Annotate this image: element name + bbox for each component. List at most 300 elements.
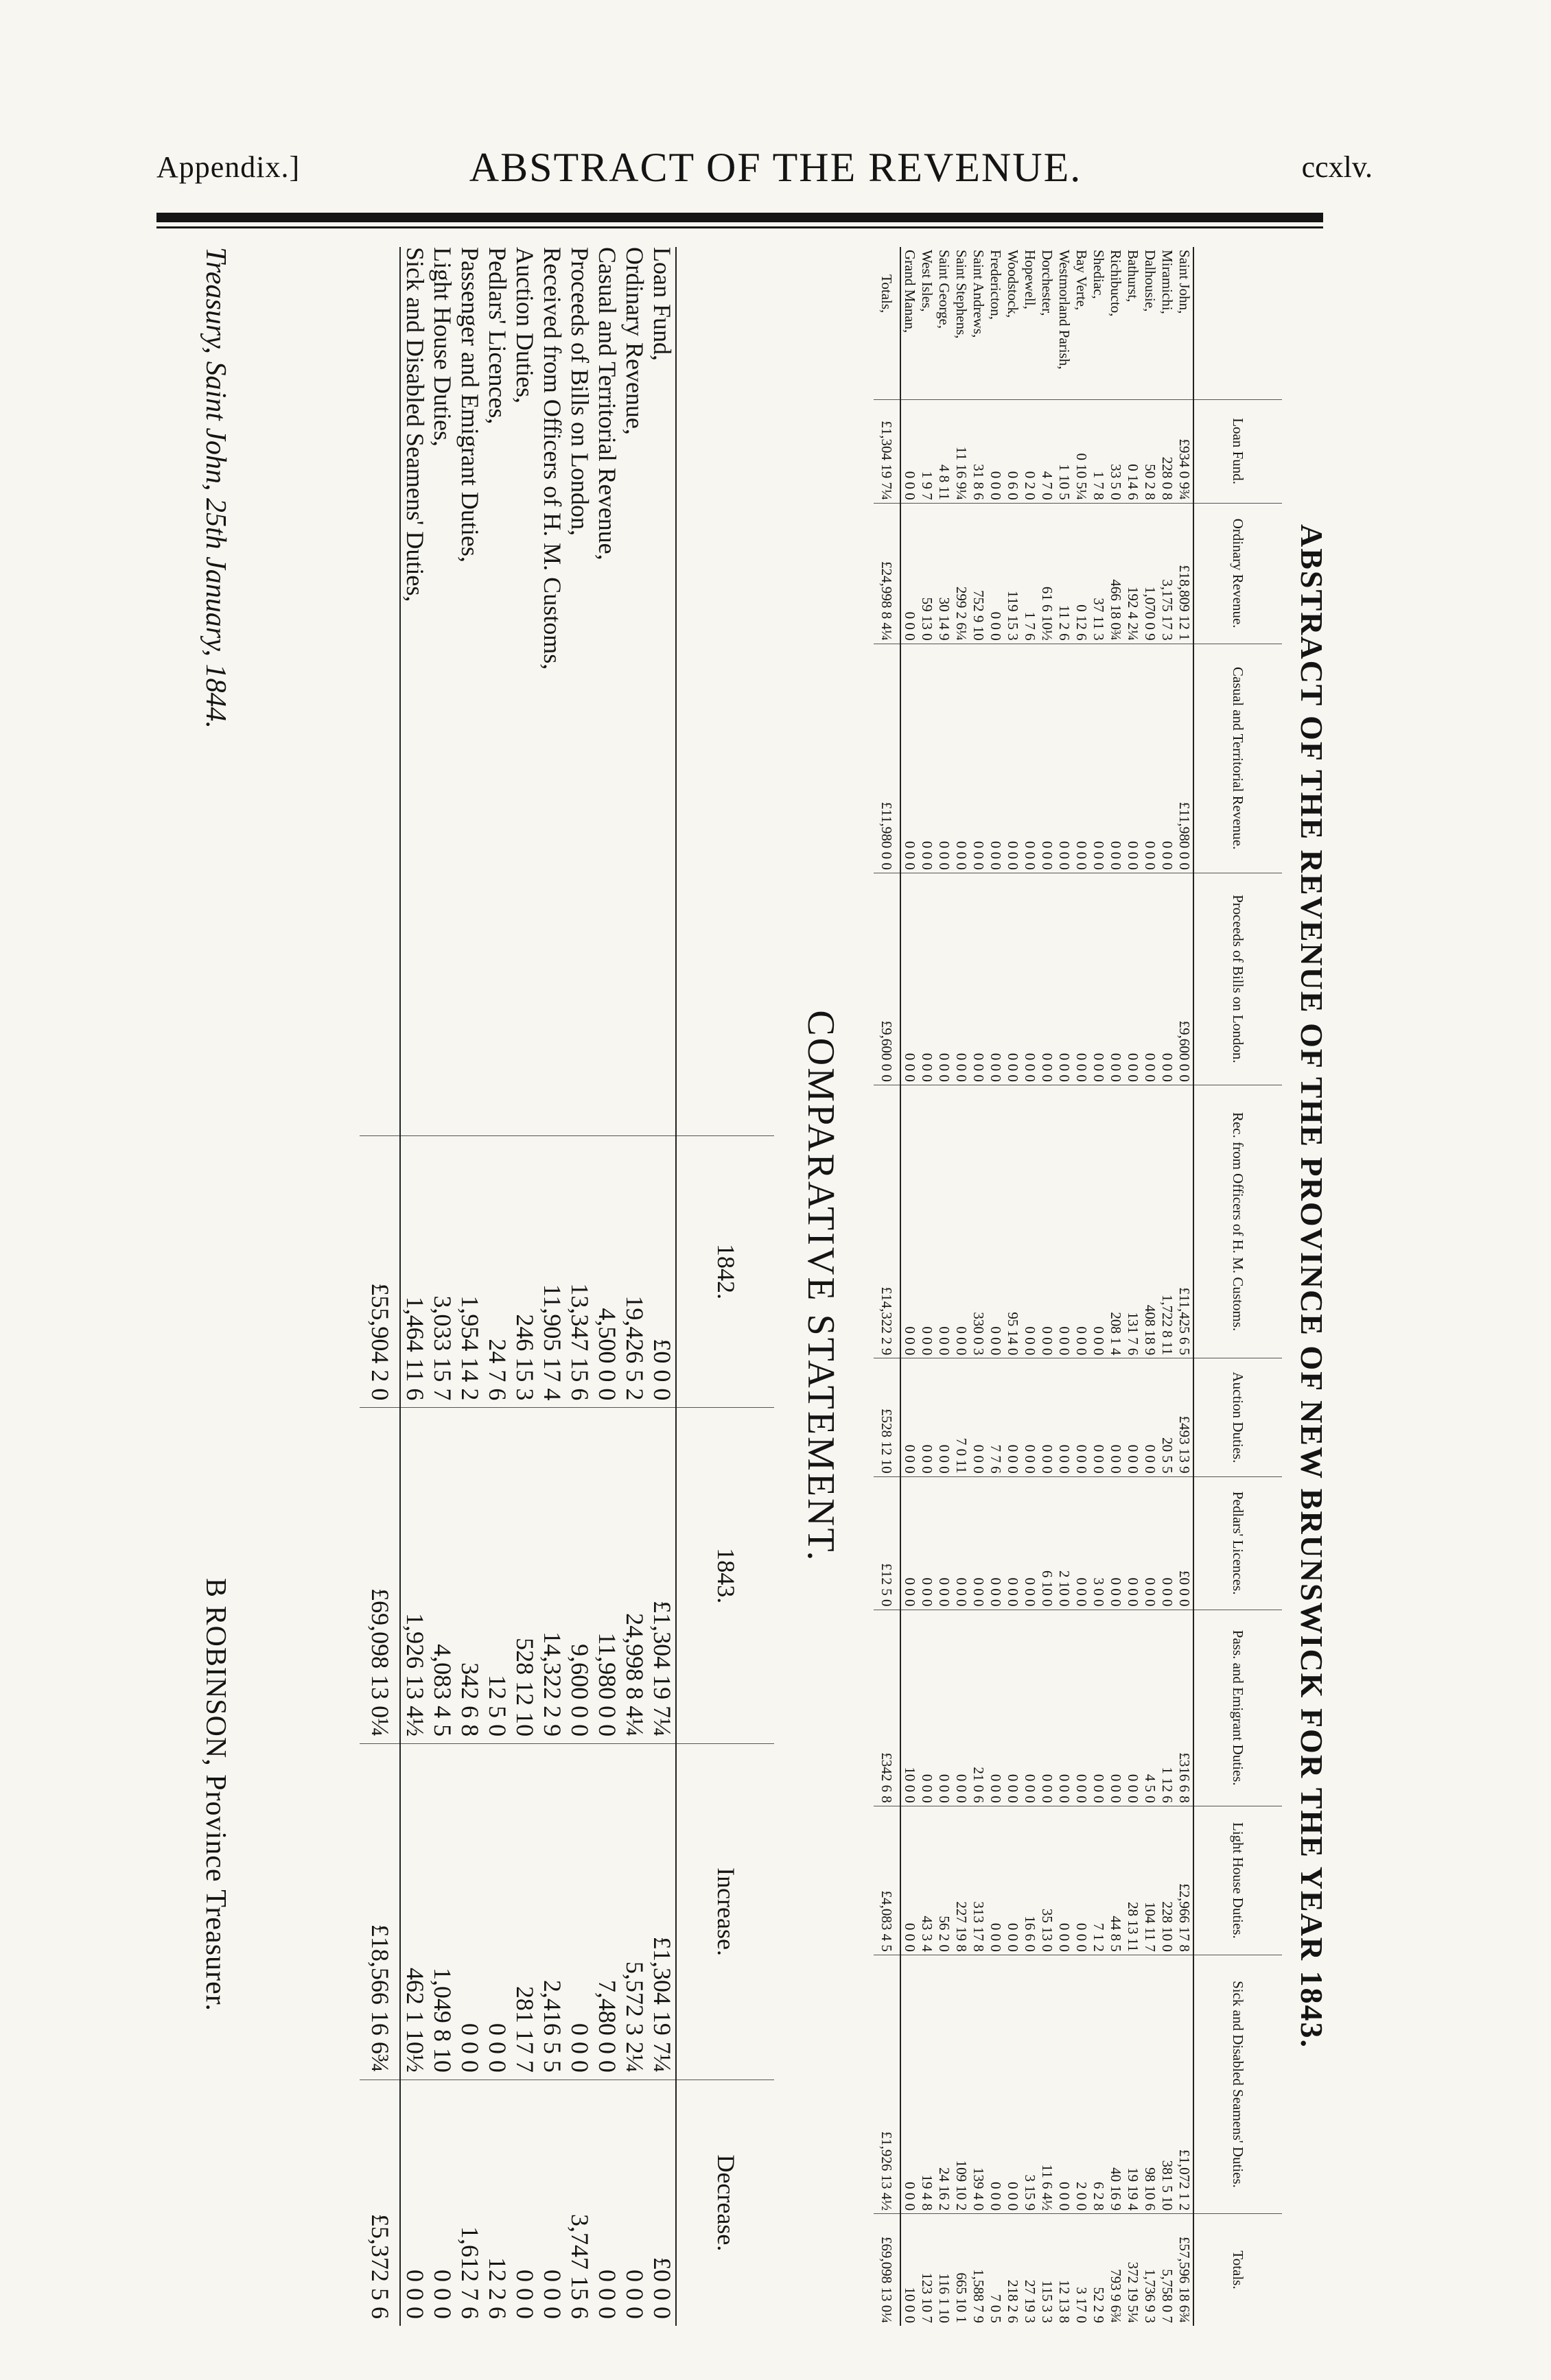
total-cell: £4,083 4 5 [874,1806,900,1955]
revenue-item: Proceeds of Bills on London, [565,247,594,536]
amount-cell: 0 0 0 [900,644,918,873]
table-row [1107,247,1124,2326]
amount-cell: 0 0 0 [400,2079,428,2326]
total-cell: £18,566 16 6¾ [360,1744,400,2080]
table-row [918,247,935,2326]
amount-cell: 0 0 0 [935,1610,953,1806]
amount-cell: £0 0 0 [648,2079,676,2326]
amount-cell: 0 0 0 [953,644,970,873]
amount-cell: 0 0 0 [428,2079,456,2326]
table-row [1158,247,1176,2326]
total-cell: £24,998 8 4¼ [874,503,900,644]
amount-cell: 7 0 5 [987,2214,1004,2326]
amount-cell: 381 5 10 [1158,1955,1176,2213]
total-cell: £12 5 0 [874,1476,900,1610]
amount-cell: 3,033 15 7 [428,1135,456,1408]
page-title: ABSTRACT OF THE REVENUE. [469,145,1082,190]
amount-cell: 35 13 0 [1038,1806,1056,1955]
amount-cell: 0 0 0 [1107,873,1124,1085]
amount-cell: 0 0 0 [1090,1085,1107,1358]
amount-cell: 0 12 6 [1073,503,1090,644]
amount-cell: 0 0 0 [1090,873,1107,1085]
amount-cell: 12 13 8 [1056,2214,1073,2326]
amount-cell: 11,905 17 4 [538,1135,565,1408]
amount-cell: 0 0 0 [1158,1476,1176,1610]
amount-cell: 0 0 0 [1004,644,1021,873]
total-cell: £342 6 8 [874,1610,900,1806]
amount-cell: 0 0 0 [1056,644,1073,873]
amount-cell: 0 0 0 [1090,1358,1107,1476]
amount-cell: 0 0 0 [935,644,953,873]
amount-cell: 0 0 0 [1124,1476,1141,1610]
amount-cell: 3,747 15 6 [565,2079,593,2326]
amount-cell: 0 0 0 [987,399,1004,503]
amount-cell: 0 0 0 [1090,1610,1107,1806]
table-row [1021,247,1038,2326]
amount-cell: 1,588 7 9 [970,2214,987,2326]
total-cell: £1,926 13 4½ [874,1955,900,2213]
amount-cell: 0 0 0 [987,503,1004,644]
amount-cell: 19 4 8 [918,1955,935,2213]
amount-cell: 793 9 6¾ [1107,2214,1124,2326]
amount-cell: £57,596 18 6¾ [1176,2214,1193,2326]
amount-cell: 1 9 7 [918,399,935,503]
total-cell: £528 12 10 [874,1358,900,1476]
amount-cell: 372 19 5¼ [1124,2214,1141,2326]
amount-cell: £11,425 6 5 [1176,1085,1193,1358]
comparative-column-header: 1843. [676,1408,774,1744]
amount-cell: £0 0 0 [1176,1476,1193,1610]
amount-cell: 0 0 0 [1004,1955,1021,2213]
amount-cell: 246 15 3 [511,1135,538,1408]
revenue-item: Received from Officers of H. M. Customs, [538,247,566,670]
revenue-item: Pedlars' Licences, [483,247,511,425]
table-row [456,247,483,2326]
amount-cell: 0 0 0 [900,1955,918,2213]
place-name: Woodstock, [1005,250,1021,318]
amount-cell: 0 0 0 [918,1358,935,1476]
amount-cell: 14,322 2 9 [538,1408,565,1744]
amount-cell: 0 0 0 [953,1610,970,1806]
amount-cell: 0 0 0 [1056,1610,1073,1806]
amount-cell: 40 16 9 [1107,1955,1124,2213]
amount-cell: 2,416 5 5 [538,1744,565,2080]
amount-cell: £2,966 17 8 [1176,1806,1193,1955]
amount-cell: 13,347 15 6 [565,1135,593,1408]
amount-cell: 0 0 0 [1073,1358,1090,1476]
treasurer-signature: B ROBINSON, Province Treasurer. [200,1578,231,2012]
amount-cell: 0 0 0 [1021,1085,1038,1358]
amount-cell: 139 4 0 [970,1955,987,2213]
amount-cell: 0 0 0 [1038,873,1056,1085]
amount-cell: 0 0 0 [900,503,918,644]
table-row [620,247,648,2326]
amount-cell: 0 6 0 [1004,399,1021,503]
amount-cell: 7 7 6 [987,1358,1004,1476]
abstract-title: ABSTRACT OF THE REVENUE OF THE PROVINCE OF NEW BRUNSWICK FOR THE YEAR 1843. [1294,523,1329,2049]
table-row [428,247,456,2326]
amount-cell: 0 0 0 [1038,644,1056,873]
table-row [1056,247,1073,2326]
amount-cell: 123 10 7 [918,2214,935,2326]
amount-cell: 0 0 0 [918,1085,935,1358]
amount-cell: 2 0 0 [1073,1955,1090,2213]
total-cell: £69,098 13 0¼ [874,2214,900,2326]
amount-cell: 43 3 4 [918,1806,935,1955]
amount-cell: £0 0 0 [648,1135,676,1408]
amount-cell: 1,612 7 6 [456,2079,483,2326]
place-name: Bathurst, [1125,250,1141,303]
comparative-table [360,247,774,2326]
amount-cell: 0 0 0 [900,1085,918,1358]
total-cell: £9,600 0 0 [874,873,900,1085]
amount-cell: 0 0 0 [565,1744,593,2080]
amount-cell: 342 6 8 [456,1408,483,1744]
amount-cell: 95 14 0 [1004,1085,1021,1358]
amount-cell: 0 0 0 [953,873,970,1085]
amount-cell: 21 0 6 [970,1610,987,1806]
rotated-content [163,240,1337,2333]
amount-cell: 16 6 0 [1021,1806,1038,1955]
revenue-item: Passenger and Emigrant Duties, [456,247,484,563]
place-name: Miramichi, [1159,250,1176,314]
table-row [1090,247,1107,2326]
amount-cell: 1 7 6 [1021,503,1038,644]
amount-cell: 1,722 8 11 [1158,1085,1176,1358]
total-cell: £55,904 2 0 [360,1135,400,1408]
amount-cell: 0 0 0 [1124,644,1141,873]
amount-cell: 330 0 3 [970,1085,987,1358]
amount-cell: 0 0 0 [1141,873,1158,1085]
amount-cell: 24 16 2 [935,1955,953,2213]
amount-cell: 0 0 0 [900,873,918,1085]
amount-cell: 28 13 11 [1124,1806,1141,1955]
amount-cell: £1,304 19 7¼ [648,1744,676,2080]
revenue-item: Casual and Territorial Revenue, [593,247,621,561]
amount-cell: 0 0 0 [1073,1806,1090,1955]
amount-cell: 37 11 3 [1090,503,1107,644]
amount-cell: 0 0 0 [1021,644,1038,873]
table-row [1124,247,1141,2326]
amount-cell: 0 0 0 [935,873,953,1085]
amount-cell: 6 2 8 [1090,1955,1107,2213]
amount-cell: 0 0 0 [1056,1085,1073,1358]
amount-cell: 1,926 13 4½ [400,1408,428,1744]
amount-cell: 1,049 8 10 [428,1744,456,2080]
comparative-header-row [676,247,774,2326]
revenue-item: Sick and Disabled Seamens' Duties, [401,247,429,602]
amount-cell: 24,998 8 4¼ [620,1408,648,1744]
amount-cell: 0 0 0 [1107,644,1124,873]
abstract-column-header: Proceeds of Bills on London. [1193,873,1282,1085]
amount-cell: 11,980 0 0 [593,1408,620,1744]
amount-cell: 119 15 3 [1004,503,1021,644]
amount-cell: 408 18 9 [1141,1085,1158,1358]
total-cell: £14,322 2 9 [874,1085,900,1358]
amount-cell: 0 0 0 [900,1806,918,1955]
abstract-table [874,247,1282,2326]
abstract-body [874,247,1193,2326]
amount-cell: 5,572 3 2¼ [620,1744,648,2080]
table-row [565,247,593,2326]
table-row [483,247,511,2326]
page-number: ccxlv. [1301,150,1373,184]
comparative-column-header: 1842. [676,1135,774,1408]
total-cell: £11,980 0 0 [874,644,900,873]
abstract-column-header: Sick and Disabled Seamens' Duties. [1193,1955,1282,2213]
amount-cell: 462 1 10½ [400,1744,428,2080]
amount-cell: £1,304 19 7¼ [648,1408,676,1744]
amount-cell: 33 5 0 [1107,399,1124,503]
abstract-column-header: Totals. [1193,2214,1282,2326]
table-row [1073,247,1090,2326]
amount-cell: 20 5 5 [1158,1358,1176,1476]
amount-cell: 0 0 0 [987,1955,1004,2213]
amount-cell: 0 0 0 [1141,644,1158,873]
amount-cell: 0 0 0 [1004,1806,1021,1955]
amount-cell: 0 0 0 [953,1476,970,1610]
amount-cell: 0 0 0 [987,1476,1004,1610]
amount-cell: 0 0 0 [483,1744,511,2080]
amount-cell: 27 19 3 [1021,2214,1038,2326]
amount-cell: 0 0 0 [1056,1358,1073,1476]
amount-cell: 0 0 0 [918,873,935,1085]
abstract-header-row [1193,247,1282,2326]
amount-cell: £316 6 8 [1176,1610,1193,1806]
abstract-column-header [1193,247,1282,399]
amount-cell: 4,083 4 5 [428,1408,456,1744]
amount-cell: 0 0 0 [1038,1358,1056,1476]
treasury-date: Treasury, Saint John, 25th January, 1844. [200,247,231,729]
abstract-column-header: Casual and Territorial Revenue. [1193,644,1282,873]
amount-cell: 61 6 10½ [1038,503,1056,644]
revenue-item: Auction Duties, [511,247,539,403]
amount-cell: 10 0 0 [900,2214,918,2326]
amount-cell: 0 0 0 [620,2079,648,2326]
amount-cell: 0 0 0 [970,1358,987,1476]
amount-cell: 0 0 0 [1021,1476,1038,1610]
amount-cell: 0 0 0 [953,1085,970,1358]
amount-cell: 0 0 0 [1107,1476,1124,1610]
amount-cell: 0 0 0 [987,1085,1004,1358]
place-name: Saint Stephens, [953,250,970,339]
amount-cell: 0 0 0 [1107,1358,1124,1476]
revenue-item: Loan Fund, [648,247,676,361]
amount-cell: £493 13 9 [1176,1358,1193,1476]
amount-cell: 0 0 0 [1004,873,1021,1085]
amount-cell: 0 0 0 [935,1476,953,1610]
table-row [1038,247,1056,2326]
total-cell: £5,372 5 6 [360,2079,400,2326]
amount-cell: 0 0 0 [900,1358,918,1476]
amount-cell: 192 4 2¼ [1124,503,1141,644]
amount-cell: £18,809 12 1 [1176,503,1193,644]
place-name: Richibucto, [1108,250,1124,317]
amount-cell: 0 0 0 [1038,1610,1056,1806]
abstract-column-header: Loan Fund. [1193,399,1282,503]
place-name: Westmorland Parish, [1056,250,1073,370]
amount-cell: £934 0 9¾ [1176,399,1193,503]
amount-cell: 1 7 8 [1090,399,1107,503]
amount-cell: 44 8 5 [1107,1806,1124,1955]
amount-cell: £11,980 0 0 [1176,644,1193,873]
amount-cell: 1 12 6 [1158,1610,1176,1806]
amount-cell: 0 0 0 [1141,1358,1158,1476]
table-row [538,247,565,2326]
amount-cell: 3 15 9 [1021,1955,1038,2213]
amount-cell: 0 0 0 [1073,1085,1090,1358]
amount-cell: 0 0 0 [918,1476,935,1610]
place-name: Bay Verte, [1073,250,1090,311]
amount-cell: 0 0 0 [987,1610,1004,1806]
amount-cell: 0 0 0 [935,1358,953,1476]
totals-label: Totals, [874,247,900,399]
amount-cell: 0 0 0 [1141,1476,1158,1610]
amount-cell: 5,758 0 7 [1158,2214,1176,2326]
amount-cell: 4,500 0 0 [593,1135,620,1408]
amount-cell: 0 0 0 [1021,1358,1038,1476]
revenue-item: Light House Duties, [428,247,456,447]
amount-cell: 0 0 0 [1004,1358,1021,1476]
table-row [1141,247,1158,2326]
table-row [1176,247,1193,2326]
abstract-column-header: Auction Duties. [1193,1358,1282,1476]
amount-cell: 313 17 8 [970,1806,987,1955]
table-row [935,247,953,2326]
amount-cell: 50 2 8 [1141,399,1158,503]
place-name: Grand Manan, [902,250,918,333]
totals-label [360,247,400,1135]
amount-cell: 4 7 0 [1038,399,1056,503]
place-name: Saint George, [936,250,953,329]
table-row [987,247,1004,2326]
amount-cell: 0 0 0 [1073,873,1090,1085]
amount-cell: 208 1 4 [1107,1085,1124,1358]
amount-cell: 12 2 6 [483,2079,511,2326]
amount-cell: 0 0 0 [1124,1610,1141,1806]
amount-cell: 11 2 6 [1056,503,1073,644]
amount-cell: 56 2 0 [935,1806,953,1955]
comparative-column-header [676,247,774,1135]
amount-cell: 12 5 0 [483,1408,511,1744]
amount-cell: 0 0 0 [1004,1476,1021,1610]
amount-cell: 0 0 0 [1021,873,1038,1085]
amount-cell: 0 0 0 [918,644,935,873]
place-name: Dorchester, [1039,250,1056,316]
amount-cell: 131 7 6 [1124,1085,1141,1358]
comparative-column-header: Decrease. [676,2079,774,2326]
amount-cell: 752 9 10 [970,503,987,644]
page-header [0,0,1551,233]
amount-cell: £9,600 0 0 [1176,873,1193,1085]
amount-cell: 227 19 8 [953,1806,970,1955]
amount-cell: 115 3 3 [1038,2214,1056,2326]
amount-cell: 0 0 0 [1124,873,1141,1085]
amount-cell: 1,736 9 3 [1141,2214,1158,2326]
amount-cell: 0 0 0 [593,2079,620,2326]
amount-cell: 299 2 6¼ [953,503,970,644]
amount-cell: 9,600 0 0 [565,1408,593,1744]
amount-cell: 0 0 0 [1107,1610,1124,1806]
amount-cell: 19 19 4 [1124,1955,1141,2213]
appendix-label: Appendix.] [156,150,301,184]
amount-cell: 665 10 1 [953,2214,970,2326]
amount-cell: 0 0 0 [1158,873,1176,1085]
revenue-item: Ordinary Revenue, [620,247,649,435]
abstract-column-header: Pass. and Emigrant Duties. [1193,1610,1282,1806]
comparative-column-header: Increase. [676,1744,774,2080]
place-name: Saint John, [1176,250,1193,314]
amount-cell: 528 12 10 [511,1408,538,1744]
amount-cell: 0 0 0 [1090,644,1107,873]
amount-cell: 0 14 6 [1124,399,1141,503]
amount-cell: 0 0 0 [1038,1085,1056,1358]
total-cell: £1,304 19 7¼ [874,399,900,503]
amount-cell: 4 8 11 [935,399,953,503]
amount-cell: 3 17 0 [1073,2214,1090,2326]
amount-cell: 59 13 0 [918,503,935,644]
amount-cell: 0 0 0 [935,1085,953,1358]
amount-cell: 7 1 2 [1090,1806,1107,1955]
amount-cell: 0 2 0 [1021,399,1038,503]
header-rule [156,213,1323,222]
amount-cell: 1,954 14 2 [456,1135,483,1408]
amount-cell: 3 0 0 [1090,1476,1107,1610]
amount-cell: 0 0 0 [900,399,918,503]
amount-cell: 0 0 0 [987,1806,1004,1955]
amount-cell: £1,072 1 2 [1176,1955,1193,2213]
place-name: Hopewell, [1022,250,1038,309]
amount-cell: 1 10 5 [1056,399,1073,503]
place-name: Fredericton, [988,250,1004,320]
amount-cell: 0 0 0 [987,873,1004,1085]
amount-cell: 466 18 0¾ [1107,503,1124,644]
amount-cell: 218 2 6 [1004,2214,1021,2326]
comparative-body [360,247,676,2326]
amount-cell: 109 10 2 [953,1955,970,2213]
amount-cell: 1,464 11 6 [400,1135,428,1408]
abstract-column-header: Rec. from Officers of H. M. Customs. [1193,1085,1282,1358]
amount-cell: 0 10 5¼ [1073,399,1090,503]
amount-cell: 0 0 0 [456,1744,483,2080]
place-name: West Isles, [919,250,935,312]
amount-cell: 0 0 0 [1021,1610,1038,1806]
amount-cell: 19,426 5 2 [620,1135,648,1408]
table-row [593,247,620,2326]
comparative-totals-row [360,247,400,2326]
table-row [1004,247,1021,2326]
amount-cell: 228 10 0 [1158,1806,1176,1955]
amount-cell: 0 0 0 [1056,1806,1073,1955]
amount-cell: 0 0 0 [970,873,987,1085]
amount-cell: 7,480 0 0 [593,1744,620,2080]
amount-cell: 0 0 0 [970,1476,987,1610]
abstract-column-header: Ordinary Revenue. [1193,503,1282,644]
place-name: Dalhousie, [1142,250,1158,312]
table-row [900,247,918,2326]
amount-cell: 0 0 0 [970,644,987,873]
amount-cell: 2 10 0 [1056,1476,1073,1610]
amount-cell: 10 0 0 [900,1610,918,1806]
place-name: Shediac, [1091,250,1107,299]
amount-cell: 6 10 0 [1038,1476,1056,1610]
amount-cell: 0 0 0 [1124,1358,1141,1476]
table-row [648,247,676,2326]
amount-cell: 0 0 0 [900,1476,918,1610]
amount-cell: 31 8 6 [970,399,987,503]
amount-cell: 7 0 11 [953,1358,970,1476]
abstract-column-header: Pedlars' Licences. [1193,1476,1282,1610]
